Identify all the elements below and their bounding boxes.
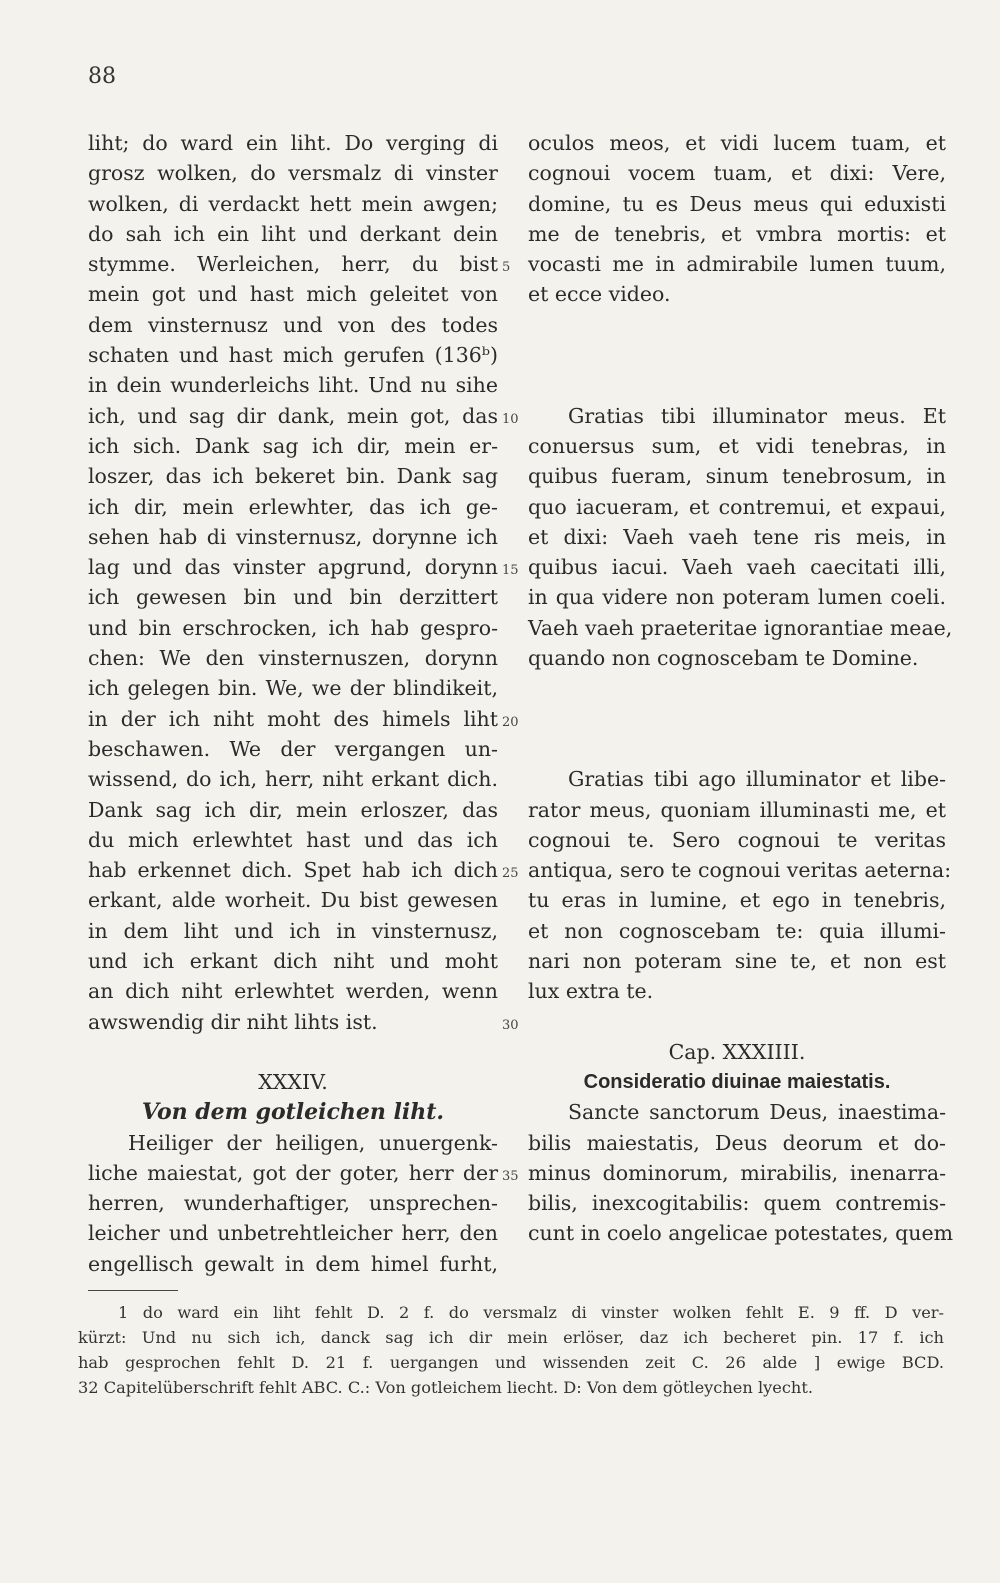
line-number: 15 bbox=[502, 563, 519, 579]
text-line: me de tenebris, et vmbra mortis: et bbox=[528, 221, 946, 246]
text-line: Vaeh vaeh praeteritae ignorantiae meae, bbox=[528, 615, 953, 640]
text-line: loszer, das ich bekeret bin. Dank sag bbox=[88, 464, 498, 489]
text-line: Dank sag ich dir, mein erloszer, das bbox=[88, 797, 498, 822]
text-line: liche maiestat, got der goter, herr der bbox=[88, 1160, 498, 1185]
text-line: in der ich niht moht des himels liht bbox=[88, 706, 498, 731]
text-line: chen: We den vinsternuszen, dorynn bbox=[88, 646, 498, 671]
text-line: herren, wunderhaftiger, unsprechen- bbox=[88, 1191, 498, 1216]
line-number: 35 bbox=[502, 1169, 519, 1185]
text-line: nari non poteram sine te, et non est bbox=[528, 949, 946, 974]
text-line: hab erkennet dich. Spet hab ich dich bbox=[88, 858, 498, 883]
text-line: ich gewesen bin und bin derzittert bbox=[88, 585, 498, 610]
text-line: conuersus sum, et vidi tenebras, in bbox=[528, 433, 946, 458]
left-chapter-number: XXXIV. bbox=[258, 1069, 328, 1094]
text-line: Heiliger der heiligen, unuergenk- bbox=[128, 1130, 498, 1155]
footnote-line: 32 Capitelüberschrift fehlt ABC. C.: Von gotleichem liecht. D: Von dem götleychen lyecht. bbox=[78, 1378, 813, 1397]
footnote-line: hab gesprochen fehlt D. 21 f. uergangen und wissenden zeit C. 26 alde ] ewige BCD. bbox=[78, 1353, 944, 1372]
text-line: dem vinsternusz und von des todes bbox=[88, 312, 498, 337]
line-number: 20 bbox=[502, 714, 519, 730]
left-column bbox=[88, 128, 498, 1279]
text-line: antiqua, sero te cognoui veritas aeterna: bbox=[528, 858, 952, 883]
text-line: et dixi: Vaeh vaeh tene ris meis, in bbox=[528, 524, 946, 549]
page-number: 88 bbox=[88, 64, 116, 89]
footnote-rule bbox=[88, 1290, 178, 1291]
text-line: quibus fueram, sinum tenebrosum, in bbox=[528, 464, 946, 489]
text-line: du mich erlewhtet hast und das ich bbox=[88, 827, 498, 852]
text-line: quo iacueram, et contremui, et expaui, bbox=[528, 494, 946, 519]
right-chapter-title: Consideratio diuinae maiestatis. bbox=[583, 1070, 891, 1093]
text-line: quando non cognoscebam te Domine. bbox=[528, 646, 919, 671]
text-line: stymme. Werleichen, herr, du bist bbox=[88, 252, 498, 277]
text-line: Gratias tibi illuminator meus. Et bbox=[568, 403, 946, 428]
text-line: Sancte sanctorum Deus, inaestima- bbox=[568, 1100, 946, 1125]
text-line: do sah ich ein liht und derkant dein bbox=[88, 221, 498, 246]
text-line: rator meus, quoniam illuminasti me, et bbox=[528, 797, 946, 822]
text-line: grosz wolken, do versmalz di vinster bbox=[88, 161, 498, 186]
text-line: et non cognoscebam te: quia illumi- bbox=[528, 918, 946, 943]
right-chapter-number: Cap. XXXIIII. bbox=[668, 1039, 806, 1064]
text-line: leicher und unbetrehtleicher herr, den bbox=[88, 1221, 498, 1246]
line-number: 5 bbox=[502, 260, 511, 276]
text-line: lag und das vinster apgrund, dorynn bbox=[88, 555, 498, 580]
footnote-line: kürzt: Und nu sich ich, danck sag ich dir mein erlöser, daz ich becheret pin. 17 f. ich bbox=[78, 1328, 944, 1347]
text-line: mein got und hast mich geleitet von bbox=[88, 282, 498, 307]
text-line: awswendig dir niht lihts ist. bbox=[88, 1009, 378, 1034]
text-line: beschawen. We der vergangen un- bbox=[88, 736, 498, 761]
text-line: cunt in coelo angelicae potestates, quem bbox=[528, 1221, 954, 1246]
right-column bbox=[528, 128, 954, 1249]
text-line: lux extra te. bbox=[528, 979, 654, 1004]
line-number: 30 bbox=[502, 1017, 519, 1033]
text-line: ich sich. Dank sag ich dir, mein er- bbox=[88, 433, 498, 458]
text-line: bilis, inexcogitabilis: quem contremis- bbox=[528, 1191, 946, 1216]
text-line: schaten und hast mich gerufen (136ᵇ) bbox=[88, 343, 498, 368]
text-line: liht; do ward ein liht. Do verging di bbox=[88, 131, 498, 155]
text-line: cognoui vocem tuam, et dixi: Vere, bbox=[528, 161, 946, 186]
text-line: in qua videre non poteram lumen coeli. bbox=[528, 585, 946, 610]
text-line: in dem liht und ich in vinsternusz, bbox=[88, 918, 498, 943]
text-line: und bin erschrocken, ich hab gespro- bbox=[88, 615, 498, 640]
text-line: minus dominorum, mirabilis, inenarra- bbox=[528, 1160, 946, 1185]
footnotes bbox=[78, 1300, 944, 1400]
text-line: Gratias tibi ago illuminator et libe- bbox=[568, 767, 946, 792]
text-line: an dich niht erlewhtet werden, wenn bbox=[88, 979, 498, 1004]
text-line: domine, tu es Deus meus qui eduxisti bbox=[528, 191, 946, 216]
text-line: tu eras in lumine, et ego in tenebris, bbox=[528, 888, 946, 913]
text-line: erkant, alde worheit. Du bist gewesen bbox=[88, 888, 498, 913]
text-line: oculos meos, et vidi lucem tuam, et bbox=[528, 131, 946, 155]
left-chapter-title: Von dem gotleichen liht. bbox=[141, 1099, 445, 1126]
text-line: sehen hab di vinsternusz, dorynne ich bbox=[88, 524, 498, 549]
text-line: wissend, do ich, herr, niht erkant dich. bbox=[88, 767, 498, 792]
text-line: vocasti me in admirabile lumen tuum, bbox=[528, 252, 946, 277]
text-line: ich gelegen bin. We, we der blindikeit, bbox=[88, 676, 498, 701]
line-number: 10 bbox=[502, 411, 519, 427]
text-line: wolken, di verdackt hett mein awgen; bbox=[88, 191, 498, 216]
text-line: bilis maiestatis, Deus deorum et do- bbox=[528, 1130, 946, 1155]
text-line: und ich erkant dich niht und moht bbox=[88, 949, 498, 974]
text-line: quibus iacui. Vaeh vaeh caecitati illi, bbox=[528, 555, 946, 580]
text-line: engellisch gewalt in dem himel furht, bbox=[88, 1251, 498, 1276]
text-line: ich, und sag dir dank, mein got, das bbox=[88, 403, 498, 428]
text-line: et ecce video. bbox=[528, 282, 671, 307]
text-line: ich dir, mein erlewhter, das ich ge- bbox=[88, 494, 498, 519]
footnote-line: 1 do ward ein liht fehlt D. 2 f. do versmalz di vinster wolken fehlt E. 9 ff. D ver- bbox=[118, 1303, 944, 1322]
text-line: cognoui te. Sero cognoui te veritas bbox=[528, 827, 946, 852]
line-number: 25 bbox=[502, 866, 519, 882]
text-line: in dein wunderleichs liht. Und nu sihe bbox=[88, 373, 498, 398]
